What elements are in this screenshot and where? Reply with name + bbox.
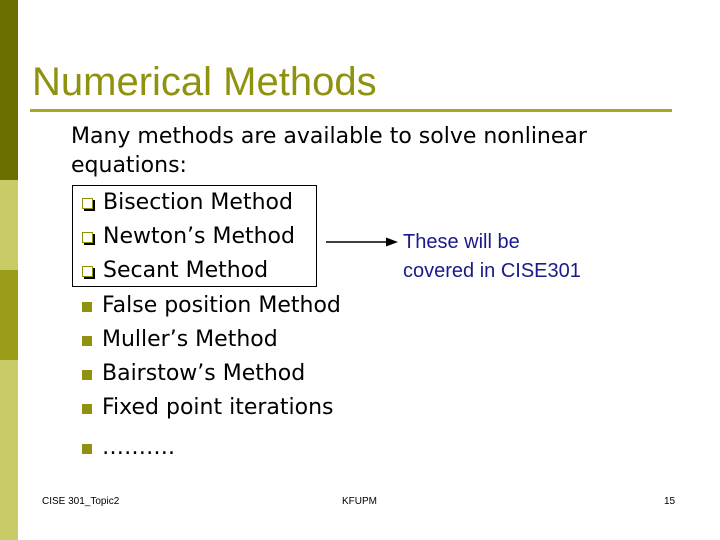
filled-square-bullet-icon bbox=[82, 370, 92, 380]
sidebar-segment-mid bbox=[0, 270, 18, 360]
list-item-secant bbox=[82, 253, 268, 287]
sidebar-segment-top bbox=[0, 0, 18, 180]
square-bullet-icon bbox=[82, 198, 93, 209]
page-number: 15 bbox=[664, 496, 676, 507]
list-item-newton bbox=[82, 219, 295, 253]
list-item-bisection bbox=[82, 185, 293, 219]
method-label: Bisection Method bbox=[103, 189, 293, 215]
filled-square-bullet-icon bbox=[82, 404, 92, 414]
square-bullet-icon bbox=[82, 232, 93, 243]
coverage-note bbox=[403, 228, 581, 286]
filled-square-bullet-icon bbox=[82, 336, 92, 346]
method-label: ………. bbox=[102, 434, 175, 460]
list-item-bairstow bbox=[82, 356, 305, 390]
title-underline bbox=[30, 109, 672, 112]
arrow-right-icon bbox=[326, 236, 398, 248]
method-label: Newton’s Method bbox=[103, 223, 295, 249]
sidebar-segment-light bbox=[0, 180, 18, 270]
note-line: covered in CISE301 bbox=[403, 260, 581, 282]
list-item-muller bbox=[82, 322, 278, 356]
filled-square-bullet-icon bbox=[82, 444, 92, 454]
method-label: Secant Method bbox=[103, 257, 269, 283]
slide-title: Numerical Methods bbox=[32, 60, 377, 104]
intro-text: Many methods are available to solve nonlinear equations: bbox=[71, 124, 587, 178]
method-label: False position Method bbox=[102, 292, 341, 318]
list-item-fixed-point bbox=[82, 390, 334, 424]
square-bullet-icon bbox=[82, 266, 93, 277]
note-line: These will be bbox=[403, 231, 520, 253]
footer-institution: KFUPM bbox=[342, 496, 377, 507]
method-label: Bairstow’s Method bbox=[102, 360, 306, 386]
method-label: Muller’s Method bbox=[102, 326, 278, 352]
list-item-ellipsis bbox=[82, 430, 175, 464]
list-item-false-position bbox=[82, 288, 341, 322]
footer-course: CISE 301_Topic2 bbox=[42, 496, 120, 507]
sidebar-segment-bottom bbox=[0, 360, 18, 540]
filled-square-bullet-icon bbox=[82, 302, 92, 312]
method-label: Fixed point iterations bbox=[102, 394, 334, 420]
